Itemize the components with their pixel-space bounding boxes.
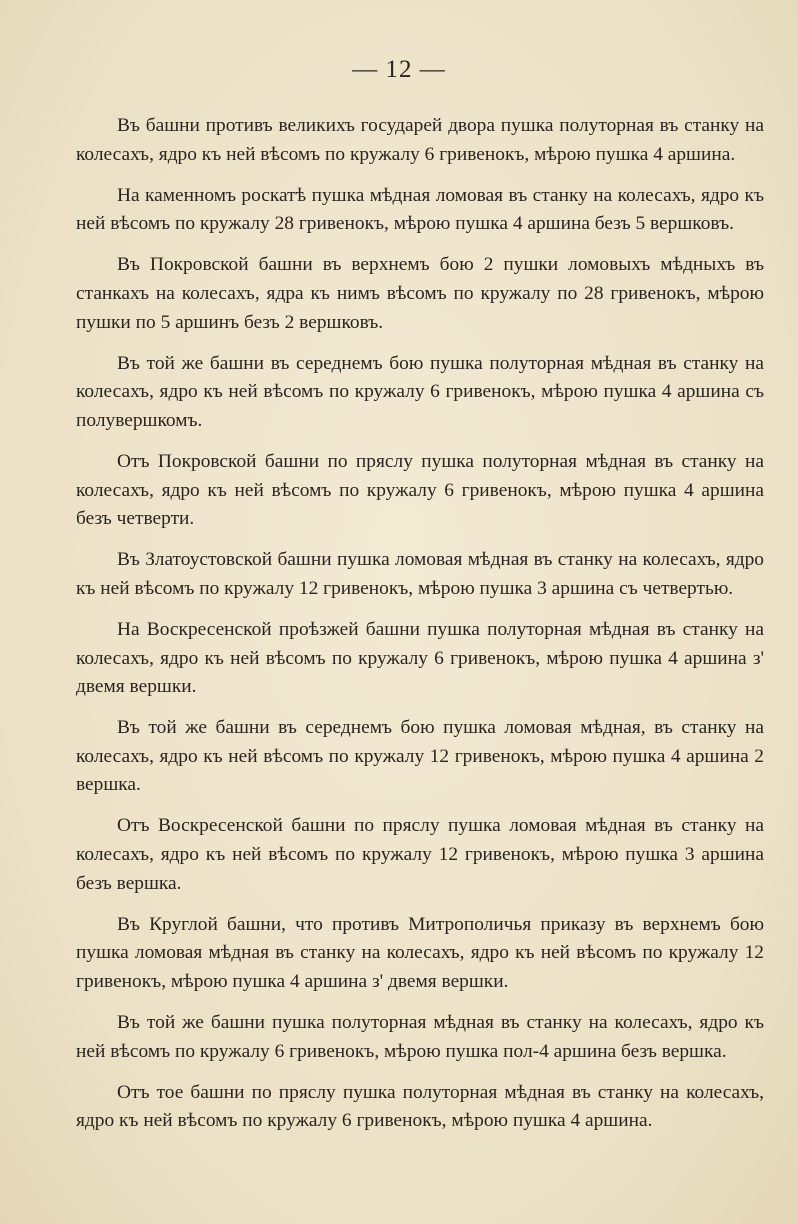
paragraph-6: Въ Златоустовской башни пушка ломовая мѣдная въ станку на колесахъ, ядро къ ней вѣсомъ по кружалу 12 гривенокъ, мѣрою пушка 3 аршина съ четвертью. — [76, 549, 764, 599]
paragraph-4: Въ той же башни въ середнемъ бою пушка полуторная мѣдная въ станку на колесахъ, ядро къ ней вѣсомъ по кружалу 6 гривенокъ, мѣрою пушка 4 аршина съ полувершкомъ. — [76, 352, 764, 431]
paragraph-7: На Воскресенской проѣзжей башни пушка полуторная мѣдная въ станку на колесахъ, ядро къ ней вѣсомъ по кружалу 6 гривенокъ, мѣрою пушка 4 аршина з' двемя вершки. — [76, 618, 764, 698]
paragraph-2: На каменномъ роскатѣ пушка мѣдная ломовая въ станку на колесахъ, ядро къ ней вѣсомъ по кружалу 28 гривенокъ, мѣрою пушка 4 аршина безъ 5 вершковъ. — [76, 184, 764, 235]
page-number: — 12 — — [352, 56, 446, 83]
body-text — [76, 112, 764, 1148]
paragraph-11: Въ той же башни пушка полуторная мѣдная въ станку на колесахъ, ядро къ ней вѣсомъ по кружалу 6 гривенокъ, мѣрою пушка пол-4 аршина безъ вершка. — [76, 1012, 764, 1062]
paragraph-8: Въ той же башни въ середнемъ бою пушка ломовая мѣдная, въ станку на колесахъ, ядро къ ней вѣсомъ по кружалу 12 гривенокъ, мѣрою пушка 4 аршина 2 вершка. — [76, 717, 764, 796]
paragraph-1: Въ башни противъ великихъ государей двора пушка полуторная въ станку на колесахъ, ядро къ ней вѣсомъ по кружалу 6 гривенокъ, мѣрою пушка 4 аршина. — [76, 115, 764, 165]
paragraph-9: Отъ Воскресенской башни по пряслу пушка ломовая мѣдная въ станку на колесахъ, ядро къ ней вѣсомъ по кружалу 12 гривенокъ, мѣрою пушка 3 аршина безъ вершка. — [76, 815, 764, 894]
paragraph-12: Отъ тое башни по пряслу пушка полуторная мѣдная въ станку на колесахъ, ядро къ ней вѣсомъ по кружалу 6 гривенокъ, мѣрою пушка 4 аршина. — [76, 1081, 764, 1132]
paragraph-3: Въ Покровской башни въ верхнемъ бою 2 пушки ломовыхъ мѣдныхъ въ станкахъ на колесахъ, ядра къ нимъ вѣсомъ по кружалу по 28 гривенокъ, мѣрою пушки по 5 аршинъ безъ 2 вершковъ. — [76, 254, 764, 333]
paragraph-5: Отъ Покровской башни по пряслу пушка полуторная мѣдная въ станку на колесахъ, ядро къ ней вѣсомъ по кружалу 6 гривенокъ, мѣрою пушка 4 аршина безъ четверти. — [76, 450, 764, 530]
paragraph-10: Въ Круглой башни, что противъ Митрополичья приказу въ верхнемъ бою пушка ломовая мѣдная въ станку на колесахъ, ядро къ ней вѣсомъ по кружалу 12 гривенокъ, мѣрою пушка 4 аршина з' двемя вершки. — [76, 913, 764, 992]
